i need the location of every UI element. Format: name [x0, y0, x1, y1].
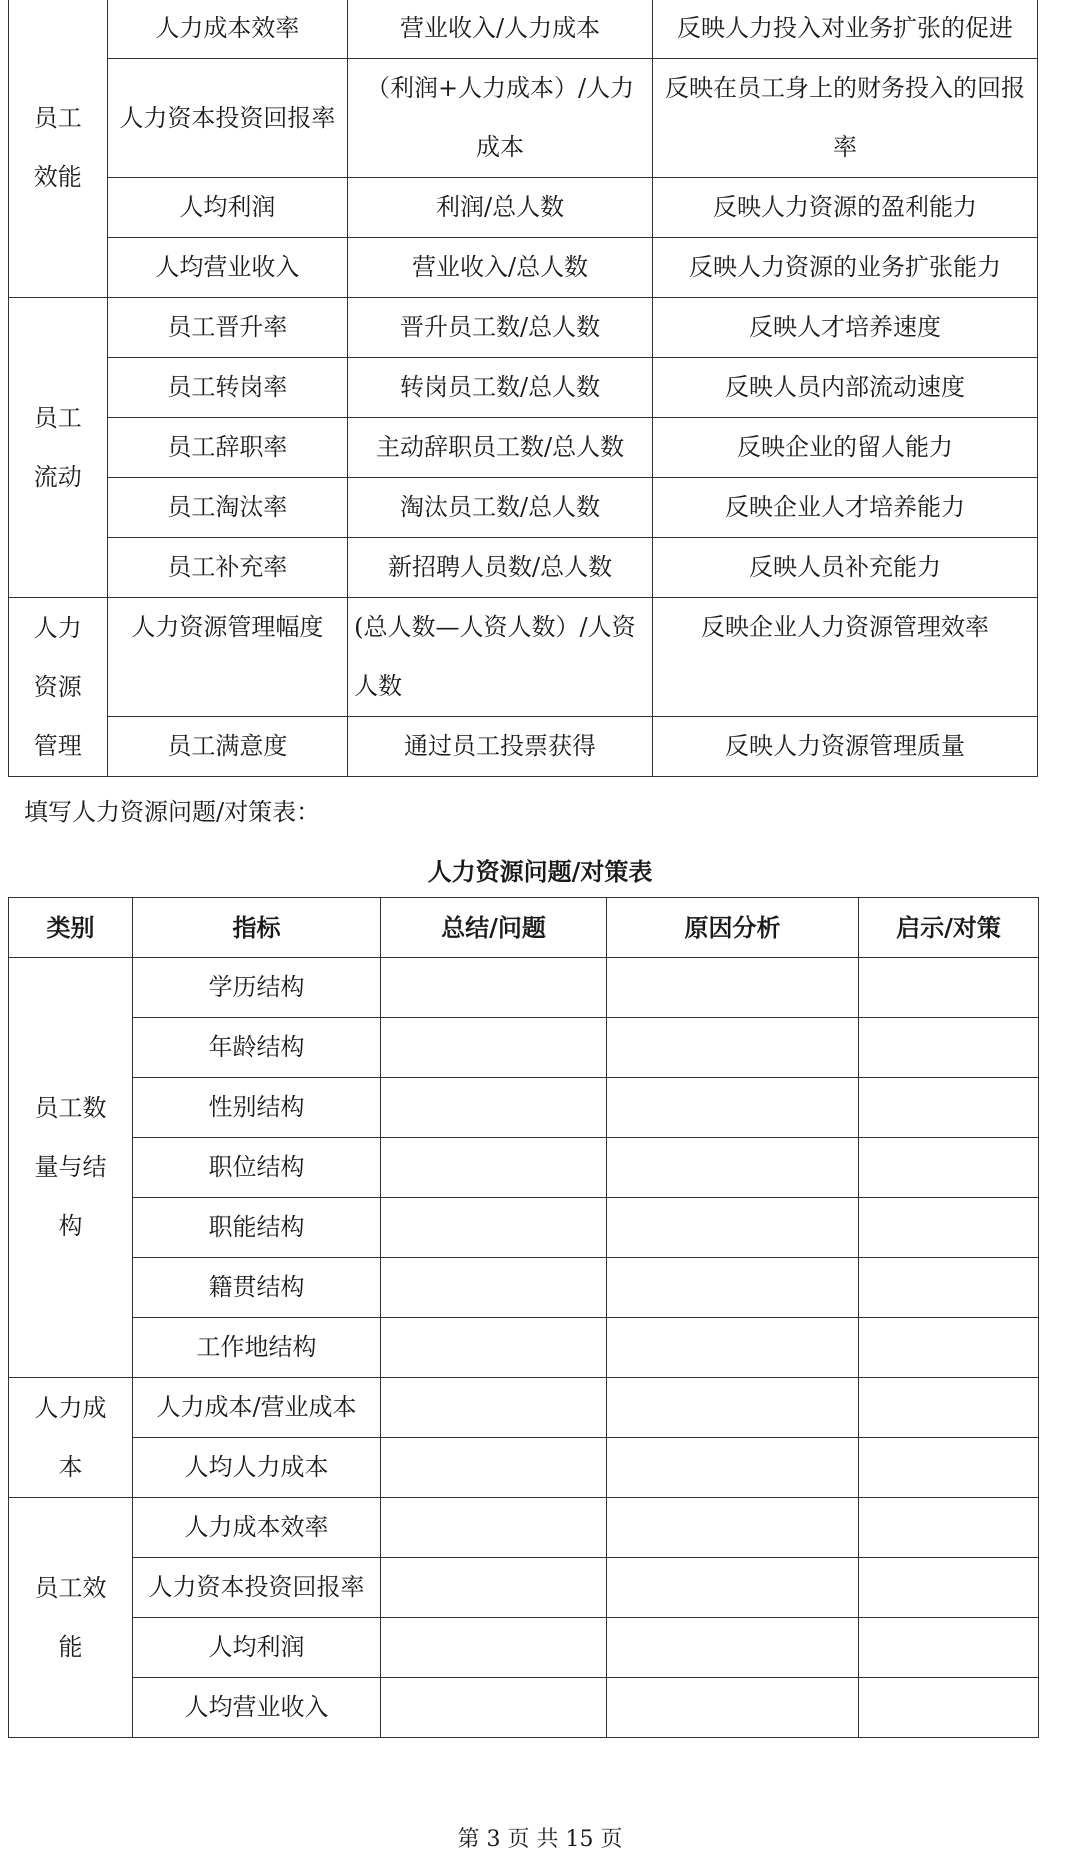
table-row	[9, 1258, 1039, 1318]
countermeasure-cell[interactable]	[859, 1678, 1039, 1738]
summary-cell[interactable]	[381, 1498, 607, 1558]
cause-cell[interactable]	[607, 1258, 859, 1318]
indicator-cell: 员工转岗率	[107, 358, 348, 418]
table-row	[9, 1378, 1039, 1438]
countermeasure-cell[interactable]	[859, 1438, 1039, 1498]
cause-cell[interactable]	[607, 1438, 859, 1498]
indicator-cell: 人均营业收入	[133, 1678, 381, 1738]
problem-countermeasure-table	[8, 897, 1039, 1738]
table-row	[9, 0, 1038, 59]
header-cause: 原因分析	[607, 898, 859, 958]
indicator-cell: 年龄结构	[133, 1018, 381, 1078]
countermeasure-cell[interactable]	[859, 1078, 1039, 1138]
formula-cell: 营业收入/总人数	[348, 238, 653, 298]
summary-cell[interactable]	[381, 1198, 607, 1258]
page-footer: 第 3 页 共 15 页	[457, 1827, 623, 1852]
formula-cell: 营业收入/人力成本	[348, 0, 653, 59]
meaning-cell: 反映在员工身上的财务投入的回报率	[652, 59, 1037, 178]
countermeasure-cell[interactable]	[859, 1318, 1039, 1378]
indicator-cell: 学历结构	[133, 958, 381, 1018]
indicator-cell: 员工晋升率	[107, 298, 348, 358]
indicator-cell: 人力资本投资回报率	[133, 1558, 381, 1618]
header-category: 类别	[9, 898, 133, 958]
instruction-text: 填写人力资源问题/对策表：	[24, 798, 321, 826]
table-row	[9, 1618, 1039, 1678]
meaning-cell: 反映人员内部流动速度	[652, 358, 1037, 418]
meaning-cell: 反映人力资源的盈利能力	[652, 178, 1037, 238]
summary-cell[interactable]	[381, 1138, 607, 1198]
cause-cell[interactable]	[607, 1618, 859, 1678]
indicator-cell: 职能结构	[133, 1198, 381, 1258]
summary-cell[interactable]	[381, 1438, 607, 1498]
indicator-cell: 人均营业收入	[107, 238, 348, 298]
cause-cell[interactable]	[607, 1018, 859, 1078]
table-row	[9, 358, 1038, 418]
category-cell: 员工效 能	[9, 1498, 133, 1738]
summary-cell[interactable]	[381, 1318, 607, 1378]
category-cell: 员工数 量与结 构	[9, 958, 133, 1378]
indicator-cell: 员工满意度	[107, 717, 348, 777]
cause-cell[interactable]	[607, 1078, 859, 1138]
indicator-cell: 人力资本投资回报率	[107, 59, 348, 178]
summary-cell[interactable]	[381, 1558, 607, 1618]
table-row	[9, 1078, 1039, 1138]
formula-cell: （利润+人力成本）/人力成本	[348, 59, 653, 178]
meaning-cell: 反映人才培养速度	[652, 298, 1037, 358]
formula-cell: 新招聘人员数/总人数	[348, 538, 653, 598]
table-row	[9, 1438, 1039, 1498]
meaning-cell: 反映企业人力资源管理效率	[652, 598, 1037, 717]
table-row	[9, 178, 1038, 238]
formula-cell: 主动辞职员工数/总人数	[348, 418, 653, 478]
summary-cell[interactable]	[381, 1018, 607, 1078]
table-row	[9, 1498, 1039, 1558]
category-cell: 员工 效能	[9, 0, 108, 298]
cause-cell[interactable]	[607, 1378, 859, 1438]
indicator-cell: 职位结构	[133, 1138, 381, 1198]
countermeasure-cell[interactable]	[859, 1138, 1039, 1198]
table-row	[9, 1678, 1039, 1738]
indicator-cell: 性别结构	[133, 1078, 381, 1138]
table-row	[9, 1318, 1039, 1378]
indicator-table	[8, 0, 1038, 777]
formula-cell: 淘汰员工数/总人数	[348, 478, 653, 538]
cause-cell[interactable]	[607, 1498, 859, 1558]
header-summary: 总结/问题	[381, 898, 607, 958]
indicator-cell: 人力成本效率	[107, 0, 348, 59]
summary-cell[interactable]	[381, 1078, 607, 1138]
meaning-cell: 反映人力投入对业务扩张的促进	[652, 0, 1037, 59]
summary-cell[interactable]	[381, 958, 607, 1018]
meaning-cell: 反映人力资源管理质量	[652, 717, 1037, 777]
cause-cell[interactable]	[607, 1318, 859, 1378]
indicator-cell: 人力资源管理幅度	[107, 598, 348, 717]
category-cell: 人力 资源 管理	[9, 598, 108, 777]
table-row	[9, 717, 1038, 777]
table-row	[9, 1198, 1039, 1258]
category-cell: 人力成 本	[9, 1378, 133, 1498]
indicator-cell: 员工补充率	[107, 538, 348, 598]
category-cell: 员工 流动	[9, 298, 108, 598]
indicator-cell: 员工辞职率	[107, 418, 348, 478]
countermeasure-cell[interactable]	[859, 958, 1039, 1018]
indicator-cell: 员工淘汰率	[107, 478, 348, 538]
table-row	[9, 1138, 1039, 1198]
header-row	[9, 898, 1039, 958]
countermeasure-cell[interactable]	[859, 1558, 1039, 1618]
cause-cell[interactable]	[607, 1558, 859, 1618]
table-row	[9, 298, 1038, 358]
table-row	[9, 418, 1038, 478]
meaning-cell: 反映企业的留人能力	[652, 418, 1037, 478]
meaning-cell: 反映企业人才培养能力	[652, 478, 1037, 538]
summary-cell[interactable]	[381, 1378, 607, 1438]
countermeasure-cell[interactable]	[859, 1258, 1039, 1318]
formula-cell: 利润/总人数	[348, 178, 653, 238]
indicator-cell: 人均利润	[107, 178, 348, 238]
indicator-cell: 籍贯结构	[133, 1258, 381, 1318]
meaning-cell: 反映人员补充能力	[652, 538, 1037, 598]
cause-cell[interactable]	[607, 1678, 859, 1738]
formula-cell: (总人数—人资人数）/人资人数	[348, 598, 653, 717]
table-row	[9, 238, 1038, 298]
countermeasure-cell[interactable]	[859, 1198, 1039, 1258]
summary-cell[interactable]	[381, 1618, 607, 1678]
summary-cell[interactable]	[381, 1678, 607, 1738]
summary-cell[interactable]	[381, 1258, 607, 1318]
header-indicator: 指标	[133, 898, 381, 958]
countermeasure-cell[interactable]	[859, 1018, 1039, 1078]
formula-cell: 晋升员工数/总人数	[348, 298, 653, 358]
indicator-cell: 人均利润	[133, 1618, 381, 1678]
countermeasure-cell[interactable]	[859, 1498, 1039, 1558]
indicator-cell: 人均人力成本	[133, 1438, 381, 1498]
table-row	[9, 478, 1038, 538]
countermeasure-cell[interactable]	[859, 1618, 1039, 1678]
formula-cell: 通过员工投票获得	[348, 717, 653, 777]
meaning-cell: 反映人力资源的业务扩张能力	[652, 238, 1037, 298]
cause-cell[interactable]	[607, 1198, 859, 1258]
formula-cell: 转岗员工数/总人数	[348, 358, 653, 418]
header-countermeasure: 启示/对策	[859, 898, 1039, 958]
table-row	[9, 1018, 1039, 1078]
table-title: 人力资源问题/对策表	[427, 857, 653, 886]
indicator-cell: 人力成本/营业成本	[133, 1378, 381, 1438]
table-row	[9, 958, 1039, 1018]
indicator-cell: 工作地结构	[133, 1318, 381, 1378]
indicator-cell: 人力成本效率	[133, 1498, 381, 1558]
cause-cell[interactable]	[607, 1138, 859, 1198]
cause-cell[interactable]	[607, 958, 859, 1018]
table-row	[9, 538, 1038, 598]
countermeasure-cell[interactable]	[859, 1378, 1039, 1438]
